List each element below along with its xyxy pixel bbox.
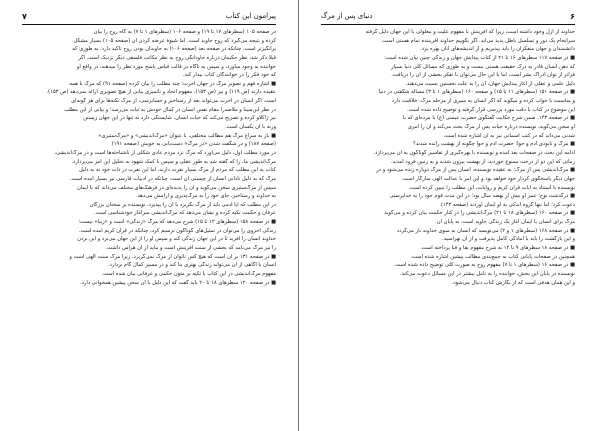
text-line: عرفان و حکمت تکیه کرده و نشان می‌دهد که مرگ‌اندیشی سرآغاز خودشناسی است.: [93, 210, 276, 217]
text-line: (صفحه ۱۸۷) و در شگفت شدن «در مرگ» دست‌یابی به خویش (صفحه ۱۹۱): [111, 141, 276, 148]
text-line: و این همان هدفی است که از نگارش کتاب دنبال می‌شود.: [451, 279, 575, 286]
text-line: جهان دیگر پاسخگوی کردار خود خواهد بود و این امر با عدالت الهی سازگار است.: [401, 175, 575, 182]
text-line: ■ در صفحه ۱۵۸ (سطرهای ۱۲ تا ۱۵) شرح می‌دهد که مرگ «زندگی» است و «زیبا» نیست؛: [78, 219, 276, 226]
text-line: فراتر از توان ادراک بشر است، اما با این حال می‌توان با تفکر بخشی از آن را دریافت.: [391, 72, 575, 79]
running-head: دنیای پس از مرگ: [321, 12, 373, 20]
text-line: خداوند از ازل وجود داشته است، زیرا که آفرینش با مفهوم علیت و معلولی با این جهان دلیل گرفته: [365, 29, 575, 35]
text-line: و این بازگشت را باید با آمادگی کامل پذیرفت و از آن نهراسید.: [442, 236, 575, 243]
text-line: ■ در صفحه ۱۸ سطرهای ۹ تا ۱۲ به شرح مفهوم بقا و فنا پرداخته است.: [420, 245, 575, 252]
text-line: در صفحه ۱۰۵ (سطرهای ۱۷ تا ۱۹) و صفحه ۱۰۶ (سطرهای ۱ تا ۷) به گاه روح را بیان: [93, 29, 276, 35]
text-line: ■ در صفحه ۱۵۱ (سطرهای ۱۱ تا ۱۵) و صفحه ۱۶۰ (سطرهای ۱ تا ۳) مسأله شگفتی در دنیا: [378, 89, 575, 96]
text-line: این موضوع در کتاب با دقت مورد بررسی قرار گرفته و توضیح داده شده است.: [406, 106, 575, 113]
left-page: [0, 0, 298, 431]
text-line: نویسنده در پایان این بخش، خواننده را به تأمل بیشتر در این مسائل دعوت می‌کند.: [399, 270, 575, 277]
text-line: ورنه با آن یکسان است.: [225, 124, 276, 131]
text-line: سرانجام یک دور و تسلسل باطل پدید می‌آید. اگر بگوییم خداوند آفریننده تمام هستی است،: [381, 37, 575, 44]
text-line: خواننده به وجود میآورد، و سپس به ناگاه در قالب قیاس پاسخ مورد نظر را میدهند، در واقع او: [76, 63, 276, 70]
text-line: او سخن می‌گوید، نویسنده درباره حیات پس از مرگ بحث می‌کند و آن را امری: [407, 124, 575, 131]
text-line: شدنی می‌داند که در کتب آسمانی نیز به آن اشاره شده است.: [443, 132, 575, 139]
text-line: در نظر ابن‌سینا و ملاصدرا مقام نفس انسان در کمال خودش به ثبات می‌رسد؛ و بیانی از این مطلب: [64, 106, 276, 113]
right-page-header: [321, 10, 575, 25]
text-line: نویسنده با استناد به آیات قرآن کریم و روایات، این مطلب را تبیین کرده است.: [408, 184, 575, 191]
text-line: ■ در صفحه ۱۶ (سطرهای ۱ تا ۷) مفهوم روح به صورت کلی توضیح داده شده است.: [393, 262, 575, 269]
text-line: در مورد مطلب اول، دلیل می‌آورد که مرگ نزد مردم عادی شکلی از ناشناخته‌ها است و در مرگ‌اندیشی،: [54, 149, 276, 156]
text-line: ■ درگذشت نوح؛ عمر او بیش از نهصد سال بود؛ در این مدت قوم خود را به خداپرستی: [389, 193, 575, 200]
text-line: عقیده دارند (ص ۱۱۹) و نیز (ص ۱۵۳)، مفهوم اتحاد و ناتمیزی بیانی از هیچ تصویری ارائه نمی‌دهد (ص ۱۵۳).: [46, 89, 276, 96]
text-line: همچنین در صفحات پایانی کتاب به جمع‌بندی مطالب پیشین اشاره شده است.: [410, 253, 575, 260]
text-line: کرده و نتیجه می‌گیرد که روح جاوید است. اما شیوهٔ عرضه کردن آن (صفحه ۱۰۵) بسیار مشکل: [73, 37, 276, 44]
text-line: به خداوند و رستاخیز، جای خود را به مرگ‌پذیری و آرامش می‌دهد.: [135, 193, 276, 200]
text-line: سپس از مرگ‌ستیزی سخن می‌گوید و آن را پدیده‌ای در فرهنگ‌های مختلف می‌داند که با ایمان: [76, 184, 276, 191]
text-line: که خود فکر را در خوانندگان کتاب بیدار کند.: [182, 72, 276, 79]
text-line: ■ در صفحه ۱۶۰ (سطرهای ۱۸ تا ۲۱) مرگ‌اندیشی را در کنار حکمت بیان کرده و می‌گوید: [384, 210, 575, 217]
text-line: قبلاً ذکر شد، نظر حکیمان درباره جاودانگی روح به نظر مکاتب فلسفی دیگر نزدیک است. اگر: [78, 54, 276, 61]
text-line: مرگ‌اندیشی ما، را که گفته شد به طور عقلی و سپس با کمک شهود به تحلیل این امر می‌پردازد.: [71, 158, 276, 165]
left-page-header: [22, 10, 276, 25]
text-line: که ذهن انسان قادر به درک حقیقت هستی نیست و به طوری که مسائل کلی دنیا بسیار: [390, 63, 575, 70]
left-page-body: [22, 29, 276, 287]
text-line: خداوند انسان را آفرید تا در این جهان زندگی کند و سپس او را از این جهان می‌برد و این بردن: [77, 236, 276, 243]
text-line: دعوت کرد؛ اما تنها گروه اندکی به او ایمان آوردند (صفحه ۱۴۳).: [439, 201, 575, 208]
text-line: مرگ که به دلیل نادانی انسان از چیستی آن است، چنانکه در ادبیات فارسی نیز بسیار آمده است.: [69, 175, 276, 182]
page-number: ۶: [570, 11, 575, 21]
text-line: نیز ژاکلاو کرده و تصریح می‌کند که حیات انسان، شایستگی دارد نه تنها در این جهان زیستن: [83, 115, 276, 122]
text-line: ■ در صفحه ۱۲۰ سطرهای ۱۸ تا ۲۰ باید گفت که این دلیل با آن سخن پیشین همخوانی دارد.: [79, 279, 276, 286]
text-line: کتاب به این مطلب که مردم از مرگ بسیار نفرت دارند، اما این نفرت در ذات خود نه به دلیل: [79, 167, 276, 174]
right-page-body: [321, 29, 575, 287]
text-line: مفهوم مرگ‌اندیشی در این کتاب با تکیه بر متون حکمی و عرفانی بیان شده است.: [101, 270, 276, 277]
text-line: دانشمندان و جهان متفکران را باید بپذیریم و از اندیشه‌های آنان بهره برد.: [420, 46, 575, 53]
text-line: ■ در صفحه ۱۱۷ سطرهای ۱۶ تا ۲۱ از کتاب پیدایش جهان و زندگی چنین بیان شده است:: [383, 54, 575, 61]
text-line: ■ در صفحه ۱۴۳، ضمن شرح حکایت گفتگوی حضرت عیسی (ع) با مرده‌ای که با: [402, 115, 575, 122]
text-line: انسان با آگاهی از آن می‌تواند زندگی بهتری بنا کند و در مسیر کمال گام بردارد.: [107, 262, 276, 269]
text-line: ادامه این بحث در صفحات بعد آمده و نویسنده با بهره‌گیری از تفاسیر گوناگون به آن می‌پردازد.: [373, 149, 575, 156]
text-line: برانگیزتر است، چنانکه در صفحه بعد (صفحه ۱۰۶) به جاویدان بودن روح تأکید دارد. به طوری که: [72, 46, 276, 53]
text-line: زندگی اخروی را می‌توان در تمثیل‌های گوناگون ترسیم کرد، چنانکه در قرآن کریم آمده است.: [78, 227, 276, 234]
text-line: مرگ برای انسان با ایمان آغاز یک زندگی جاوید است، نه پایان آن.: [435, 219, 575, 226]
running-head: پیرامون این کتاب: [225, 12, 276, 20]
text-line: ■ اشاره فهم و تصویر مرگ در جهان آخرت؛ چند مطلب را بیان کرده (صفحه ۹۱) که مرگ با همه: [69, 80, 276, 87]
text-line: ■ در صفحه ۱۶۸ (سطرهای ۱ و ۲) می‌نویسد که انسان به سوی خداوند باز می‌گردد: [396, 227, 575, 234]
text-line: ■ مرگ و نابودی آدم و حوا؛ حضرت آدم و حوا چگونه از بهشت رانده شدند؟: [413, 141, 575, 148]
text-line: و مناسبت با خواب کرده و میگوید که اگر انسان به سیری از مرحله مرگ، خلاقیت دارد: [391, 98, 575, 105]
text-line: را نیز مرگ می‌نامد که بخشی از سنت آفرینش است و نباید از آن هراس داشت.: [105, 245, 276, 252]
text-line: ■ باز به سراغ مرگ هم مطالب مختلفی، با عنوان «مرگ‌اندیشی» و «مرگ‌ستیزی»: [98, 132, 276, 139]
text-line: است. اگر انسان در آخرت می‌تواند بعد از رستاخیز و حسابرسی، از مرگ نکته‌ها برای هر گونه‌ای: [71, 98, 276, 105]
text-line: دلیل علمی و عقلی از آغاز پیدایش جهان، آن را به علت نخستین نسبت می‌دهند.: [405, 80, 575, 87]
page-number: ۷: [22, 11, 27, 21]
text-line: در این مطلب که آیا آدمی باید از مرگ بگریزد یا آن را بپذیرد، نویسنده بر سخنان بزرگان: [89, 201, 276, 208]
text-line: ■ مرگ‌اندیشی پس از مرگ؛ به عقیده نویسنده، انسان پس از مرگ دوباره زنده می‌شود و در: [376, 167, 575, 174]
text-line: زمانی که این دو از درخت ممنوع خوردند، از بهشت بیرون شدند و به زمین فرود آمدند.: [390, 158, 575, 165]
text-line: ■ در صفحه ۱۳۱ بر آن است که هیچ کس ناتوان از مرگ نمی‌گریزد، زیرا مرگ سنت الهی است و: [69, 253, 276, 260]
right-page: [299, 0, 597, 431]
